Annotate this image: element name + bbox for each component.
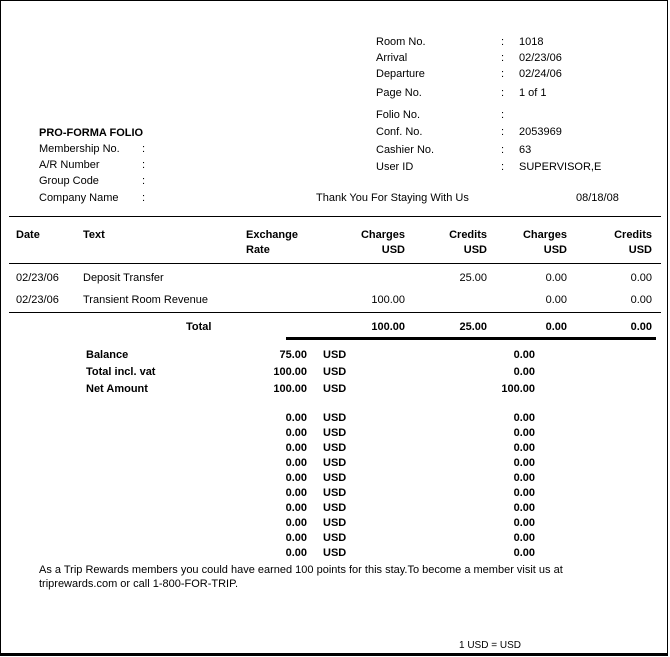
field-group-code — [39, 175, 160, 187]
colon: : — [142, 175, 146, 187]
col-header-charges-2: Charges — [522, 229, 567, 241]
thank-you-message: Thank You For Staying With Us — [316, 192, 469, 204]
field-value: 02/23/06 — [519, 52, 562, 64]
total-label: Total — [186, 321, 212, 333]
colon: : — [501, 161, 505, 173]
col-header-charges-1: Charges — [360, 229, 405, 241]
colon: : — [501, 87, 505, 99]
col-header-credits-1-currency: USD — [463, 244, 487, 256]
print-date: 08/18/08 — [576, 192, 619, 204]
colon: : — [142, 192, 146, 204]
field-user-id — [376, 161, 601, 173]
zero-row-currency: USD — [323, 532, 347, 544]
rewards-message: As a Trip Rewards members you could have earned 100 points for this stay.To become a member visit us at triprewards.com or call 1-800-FOR-TRIP. — [39, 564, 563, 590]
summary-amount-2: 100.00 — [501, 383, 535, 395]
table-row-credits-1: 25.00 — [459, 272, 487, 284]
exchange-rate-note: 1 USD = USD — [459, 640, 521, 651]
colon: : — [501, 68, 505, 80]
summary-amount: 100.00 — [273, 383, 307, 395]
field-label: Conf. No. — [376, 126, 423, 138]
field-page-no — [376, 87, 547, 99]
rule-below-rows — [9, 312, 661, 313]
field-departure — [376, 68, 562, 80]
zero-row-amount-2: 0.00 — [513, 487, 535, 499]
table-row-date: 02/23/06 — [16, 294, 59, 306]
table-row-credits-2: 0.00 — [630, 294, 652, 306]
page-title: PRO-FORMA FOLIO — [39, 127, 144, 139]
field-label: Folio No. — [376, 109, 421, 121]
summary-currency: USD — [323, 383, 347, 395]
col-header-charges-2-currency: USD — [543, 244, 567, 256]
field-value: 2053969 — [519, 126, 562, 138]
field-company-name — [39, 192, 160, 204]
zero-row-amount-2: 0.00 — [513, 502, 535, 514]
colon: : — [501, 126, 505, 138]
col-header-text: Text — [83, 229, 105, 241]
table-row-text: Transient Room Revenue — [83, 294, 208, 306]
col-header-charges-1-currency: USD — [381, 244, 405, 256]
summary-amount-2: 0.00 — [513, 366, 535, 378]
field-label: User ID — [376, 161, 414, 173]
col-header-exchange: Exchange — [246, 229, 298, 241]
colon: : — [142, 143, 146, 155]
total-credits-1: 25.00 — [459, 321, 487, 333]
table-row-charges-2: 0.00 — [545, 294, 567, 306]
field-value: 63 — [519, 144, 532, 156]
zero-row-amount-2: 0.00 — [513, 427, 535, 439]
zero-row-currency: USD — [323, 457, 347, 469]
field-membership-no — [39, 143, 160, 155]
zero-row-amount: 0.00 — [285, 547, 307, 559]
col-header-rate: Rate — [246, 244, 270, 256]
col-header-credits-2-currency: USD — [628, 244, 652, 256]
summary-amount: 75.00 — [279, 349, 307, 361]
field-folio-no — [376, 109, 519, 121]
summary-label-net-amount: Net Amount — [86, 383, 148, 395]
zero-row-currency: USD — [323, 517, 347, 529]
total-charges-1: 100.00 — [371, 321, 405, 333]
summary-amount-2: 0.00 — [513, 349, 535, 361]
zero-row-amount: 0.00 — [285, 502, 307, 514]
col-header-date: Date — [16, 229, 40, 241]
colon: : — [501, 144, 505, 156]
field-conf-no — [376, 126, 562, 138]
field-label: Company Name — [39, 192, 119, 204]
summary-currency: USD — [323, 366, 347, 378]
rule-above-header — [9, 216, 661, 217]
zero-row-amount-2: 0.00 — [513, 532, 535, 544]
field-label: Cashier No. — [376, 144, 435, 156]
zero-row-currency: USD — [323, 502, 347, 514]
colon: : — [501, 109, 505, 121]
zero-row-amount-2: 0.00 — [513, 457, 535, 469]
field-label: Membership No. — [39, 143, 120, 155]
summary-label-balance: Balance — [86, 349, 129, 361]
field-value: 02/24/06 — [519, 68, 562, 80]
rule-below-total — [286, 337, 656, 340]
zero-row-amount: 0.00 — [285, 532, 307, 544]
field-value: 1018 — [519, 36, 544, 48]
table-row-text: Deposit Transfer — [83, 272, 164, 284]
field-value: 1 of 1 — [519, 87, 547, 99]
zero-row-amount: 0.00 — [285, 427, 307, 439]
colon: : — [142, 159, 146, 171]
zero-row-currency: USD — [323, 472, 347, 484]
zero-row-amount-2: 0.00 — [513, 547, 535, 559]
total-charges-2: 0.00 — [545, 321, 567, 333]
zero-row-amount: 0.00 — [285, 442, 307, 454]
col-header-credits-1: Credits — [449, 229, 487, 241]
field-room-no — [376, 36, 543, 48]
zero-row-currency: USD — [323, 487, 347, 499]
table-row-date: 02/23/06 — [16, 272, 59, 284]
zero-row-amount: 0.00 — [285, 517, 307, 529]
field-arrival — [376, 52, 562, 64]
zero-row-amount-2: 0.00 — [513, 472, 535, 484]
field-label: Group Code — [39, 175, 99, 187]
field-label: Room No. — [376, 36, 426, 48]
zero-row-amount-2: 0.00 — [513, 517, 535, 529]
table-row-charges-2: 0.00 — [545, 272, 567, 284]
field-label: Arrival — [376, 52, 408, 64]
summary-currency: USD — [323, 349, 347, 361]
field-label: A/R Number — [39, 159, 100, 171]
summary-amount: 100.00 — [273, 366, 307, 378]
field-value: SUPERVISOR,E — [519, 161, 602, 173]
zero-row-currency: USD — [323, 442, 347, 454]
colon: : — [501, 52, 505, 64]
zero-row-amount: 0.00 — [285, 412, 307, 424]
colon: : — [501, 36, 505, 48]
table-row-charges-1: 100.00 — [371, 294, 405, 306]
summary-label-total-incl-vat: Total incl. vat — [86, 366, 156, 378]
field-ar-number — [39, 159, 160, 171]
table-row-credits-2: 0.00 — [630, 272, 652, 284]
rule-below-header — [9, 263, 661, 264]
zero-row-amount-2: 0.00 — [513, 442, 535, 454]
field-cashier-no — [376, 144, 531, 156]
zero-row-currency: USD — [323, 412, 347, 424]
zero-row-amount: 0.00 — [285, 472, 307, 484]
zero-row-amount-2: 0.00 — [513, 412, 535, 424]
total-credits-2: 0.00 — [630, 321, 652, 333]
col-header-credits-2: Credits — [614, 229, 652, 241]
zero-row-amount: 0.00 — [285, 457, 307, 469]
zero-row-amount: 0.00 — [285, 487, 307, 499]
field-label: Departure — [376, 68, 425, 80]
field-label: Page No. — [376, 87, 422, 99]
zero-row-currency: USD — [323, 427, 347, 439]
zero-row-currency: USD — [323, 547, 347, 559]
